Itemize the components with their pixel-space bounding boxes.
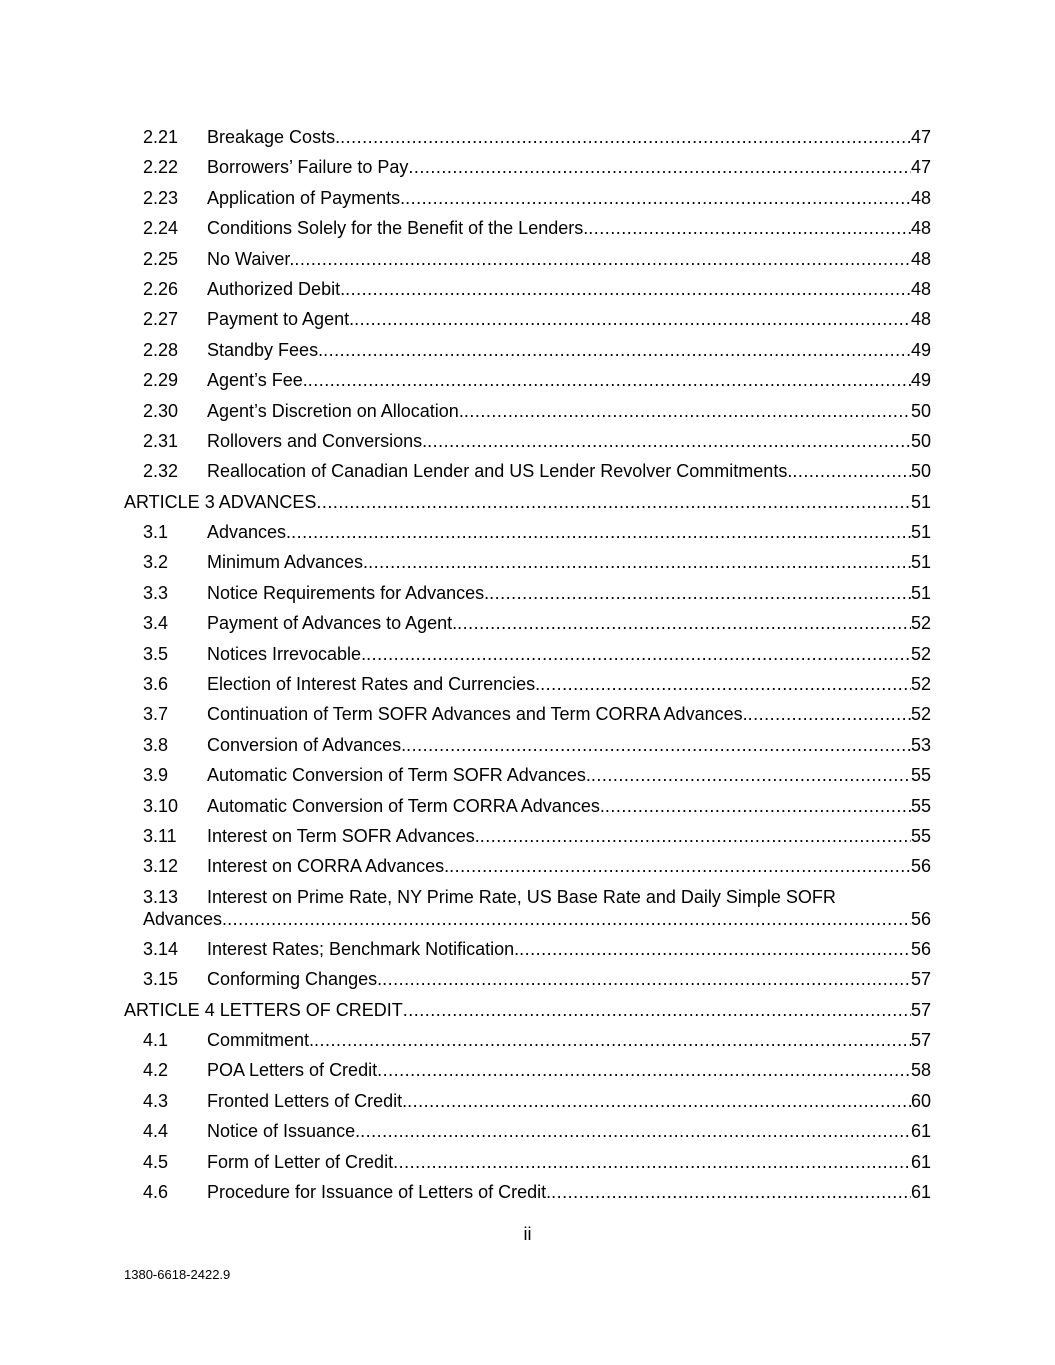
toc-page-number: 51: [910, 522, 931, 543]
toc-section-title: Conversion of Advances.: [207, 734, 407, 755]
dot-leader: [480, 823, 911, 849]
toc-section-entry[interactable]: [124, 304, 931, 334]
toc-section-entry[interactable]: [124, 964, 931, 994]
toc-section-title: Payment of Advances to Agent.: [207, 613, 458, 634]
toc-page-number: 48: [910, 278, 931, 299]
dot-leader: [403, 997, 911, 1023]
toc-section-entry[interactable]: [124, 426, 931, 456]
toc-section-number: 2.24: [143, 218, 179, 239]
toc-section-entry[interactable]: [124, 669, 931, 699]
toc-page-number: 56: [910, 908, 931, 929]
toc-section-title: Continuation of Term SOFR Advances and Term CORRA Advances.: [207, 704, 748, 725]
toc-section-number: 4.3: [143, 1090, 169, 1111]
dot-leader: [308, 367, 911, 393]
toc-section-title: Interest on CORRA Advances.: [207, 856, 450, 877]
toc-section-number: 4.2: [143, 1060, 169, 1081]
dot-leader: [748, 701, 911, 727]
dot-leader: [323, 337, 911, 363]
toc-section-title: Interest on Prime Rate, NY Prime Rate, US Base Rate and Daily Simple SOFR: [207, 886, 836, 907]
toc-page-number: 52: [910, 643, 931, 664]
toc-page-number: 56: [910, 938, 931, 959]
toc-section-number: 3.14: [143, 938, 179, 959]
toc-section-number: 3.12: [143, 856, 179, 877]
toc-section-title: Payment to Agent.: [207, 309, 355, 330]
toc-section-entry[interactable]: [124, 730, 931, 760]
toc-section-entry[interactable]: [124, 1025, 931, 1055]
toc-section-entry[interactable]: [124, 152, 931, 182]
toc-section-title: Conforming Changes.: [207, 969, 383, 990]
toc-section-title: Commitment.: [207, 1029, 315, 1050]
toc-section-number: 3.2: [143, 552, 169, 573]
dot-leader: [345, 276, 911, 302]
toc-page-number: 53: [910, 734, 931, 755]
toc-page-number: 60: [910, 1090, 931, 1111]
toc-section-title: Notices Irrevocable.: [207, 643, 367, 664]
toc-page-number: 52: [910, 613, 931, 634]
toc-section-number: 4.4: [143, 1121, 169, 1142]
dot-leader: [405, 185, 911, 211]
toc-section-number: 4.5: [143, 1151, 169, 1172]
toc-section-title: Election of Interest Rates and Currencies.: [207, 674, 541, 695]
toc-section-entry[interactable]: [124, 456, 931, 486]
page-number: ii: [523, 1224, 532, 1244]
toc-section-title: Rollovers and Conversions.: [207, 430, 428, 451]
table-of-contents: [124, 122, 931, 1207]
dot-leader: [519, 936, 911, 962]
toc-section-title: Agent’s Fee.: [207, 370, 308, 391]
toc-section-entry[interactable]: [124, 335, 931, 365]
toc-page-number: 51: [910, 491, 931, 512]
toc-section-title: Notice of Issuance.: [207, 1121, 361, 1142]
toc-article-title: ARTICLE 4 LETTERS OF CREDIT: [124, 999, 403, 1020]
toc-section-number: 2.28: [143, 339, 179, 360]
toc-section-number: 3.6: [143, 674, 169, 695]
toc-section-entry[interactable]: [124, 1055, 931, 1085]
toc-section-number: 4.1: [143, 1029, 169, 1050]
toc-section-entry[interactable]: [124, 791, 931, 821]
toc-page-number: 51: [910, 552, 931, 573]
toc-section-title: Conditions Solely for the Benefit of the Lenders.: [207, 218, 589, 239]
dot-leader: [427, 428, 911, 454]
toc-section-number: 3.5: [143, 643, 169, 664]
toc-page-number: 57: [910, 969, 931, 990]
toc-section-title: Advances.: [207, 522, 292, 543]
toc-page-number: 56: [910, 856, 931, 877]
dot-leader: [406, 732, 911, 758]
dot-leader: [449, 853, 911, 879]
toc-section-entry[interactable]: [124, 639, 931, 669]
dot-leader: [354, 306, 911, 332]
document-id: 1380-6618-2422.9: [124, 1267, 231, 1282]
toc-section-entry[interactable]: [124, 517, 931, 547]
toc-section-number: 2.21: [143, 127, 179, 147]
toc-section-entry[interactable]: [124, 699, 931, 729]
toc-section-entry[interactable]: [124, 183, 931, 213]
toc-section-entry[interactable]: [124, 396, 931, 426]
dot-leader: [360, 1118, 911, 1144]
toc-page-number: 48: [910, 187, 931, 208]
toc-page-number: 48: [910, 309, 931, 330]
toc-section-entry[interactable]: [124, 365, 931, 395]
toc-section-entry[interactable]: [124, 244, 931, 274]
toc-section-title: POA Letters of Credit: [207, 1060, 378, 1081]
toc-section-number: 3.4: [143, 613, 169, 634]
toc-page-number: 52: [910, 704, 931, 725]
toc-page-number: 55: [910, 795, 931, 816]
toc-section-entry[interactable]: [124, 1086, 931, 1116]
toc-section-number: 3.8: [143, 734, 169, 755]
dot-leader: [382, 966, 911, 992]
toc-section-number: 2.29: [143, 370, 179, 391]
dot-leader: [588, 215, 911, 241]
dot-leader: [540, 671, 911, 697]
toc-section-number: 3.9: [143, 765, 169, 786]
toc-section-number: 2.23: [143, 187, 179, 208]
toc-section-title: Application of Payments.: [207, 187, 406, 208]
toc-section-title: Automatic Conversion of Term SOFR Advances.: [207, 765, 591, 786]
toc-page-number: 47: [910, 157, 931, 178]
toc-section-title: No Waiver.: [207, 248, 295, 269]
toc-page-number: 48: [910, 218, 931, 239]
toc-article-entry[interactable]: [124, 487, 931, 517]
toc-section-number: 3.15: [143, 969, 179, 990]
dot-leader: [792, 458, 911, 484]
dot-leader: [457, 610, 911, 636]
dot-leader: [291, 519, 911, 545]
dot-leader: [340, 124, 911, 150]
toc-section-title: Borrowers’ Failure to Pay: [207, 157, 409, 178]
toc-section-title: Standby Fees.: [207, 339, 324, 360]
toc-section-entry[interactable]: [124, 547, 931, 577]
toc-section-entry[interactable]: [124, 934, 931, 964]
toc-section-number: 2.26: [143, 278, 179, 299]
dot-leader: [489, 580, 911, 606]
toc-page-number: 49: [910, 370, 931, 391]
dot-leader: [407, 1088, 911, 1114]
toc-section-number: 3.13: [143, 886, 179, 907]
toc-section-title: Reallocation of Canadian Lender and US Lender Revolver Commitments.: [207, 461, 793, 482]
toc-section-number: 2.22: [143, 157, 179, 178]
toc-page-number: 49: [910, 339, 931, 360]
toc-section-entry[interactable]: [124, 882, 931, 934]
dot-leader: [366, 641, 911, 667]
toc-section-title: Procedure for Issuance of Letters of Credit.: [207, 1181, 552, 1202]
toc-section-entry[interactable]: [124, 1177, 931, 1207]
toc-page-number: 57: [910, 1029, 931, 1050]
toc-section-entry[interactable]: [124, 578, 931, 608]
toc-section-number: 3.10: [143, 795, 179, 816]
dot-leader: [316, 489, 911, 515]
toc-article-title: ARTICLE 3 ADVANCES: [124, 491, 317, 512]
dot-leader: [294, 246, 911, 272]
toc-page-number: 50: [910, 430, 931, 451]
toc-section-entry[interactable]: [124, 608, 931, 638]
toc-section-entry[interactable]: [124, 1147, 931, 1177]
toc-page-number: 52: [910, 674, 931, 695]
toc-page-number: 61: [910, 1121, 931, 1142]
toc-article-entry[interactable]: [124, 995, 931, 1025]
toc-page-number: 55: [910, 765, 931, 786]
dot-leader: [591, 762, 911, 788]
toc-section-entry[interactable]: [124, 1116, 931, 1146]
toc-section-title: Interest Rates; Benchmark Notification.: [207, 938, 520, 959]
toc-section-number: 2.30: [143, 400, 179, 421]
toc-section-entry[interactable]: [124, 760, 931, 790]
toc-section-entry[interactable]: [124, 274, 931, 304]
toc-section-entry[interactable]: [124, 821, 931, 851]
toc-section-title-continued: Advances.: [143, 908, 228, 929]
toc-section-number: 3.7: [143, 704, 169, 725]
toc-section-title: Automatic Conversion of Term CORRA Advances.: [207, 795, 605, 816]
dot-leader: [377, 1057, 911, 1083]
toc-section-number: 3.11: [143, 825, 177, 846]
dot-leader: [368, 549, 911, 575]
toc-section-title: Agent’s Discretion on Allocation.: [207, 400, 464, 421]
dot-leader: [314, 1027, 911, 1053]
toc-section-number: 3.3: [143, 582, 169, 603]
toc-section-title: Notice Requirements for Advances.: [207, 582, 490, 603]
toc-page-number: 61: [910, 1151, 931, 1172]
toc-section-title: Breakage Costs.: [207, 127, 341, 147]
toc-page-number: 55: [910, 825, 931, 846]
toc-page-number: 51: [910, 582, 931, 603]
dot-leader: [551, 1179, 911, 1205]
toc-page-number: 50: [910, 400, 931, 421]
toc-page-number: 57: [910, 999, 931, 1020]
toc-section-number: 4.6: [143, 1181, 169, 1202]
toc-section-number: 2.31: [143, 430, 179, 451]
toc-page-number: 50: [910, 461, 931, 482]
toc-section-title: Minimum Advances.: [207, 552, 369, 573]
toc-section-title: Form of Letter of Credit: [207, 1151, 394, 1172]
toc-section-number: 3.1: [143, 522, 169, 543]
toc-page-number: 48: [910, 248, 931, 269]
toc-section-title: Authorized Debit.: [207, 278, 346, 299]
toc-section-number: 2.32: [143, 461, 179, 482]
dot-leader: [605, 793, 911, 819]
toc-section-title: Interest on Term SOFR Advances.: [207, 825, 480, 846]
toc-section-entry[interactable]: [124, 122, 931, 152]
dot-leader: [227, 906, 911, 932]
toc-page-number: 47: [910, 127, 931, 147]
dot-leader: [464, 398, 911, 424]
dot-leader: [408, 154, 911, 180]
dot-leader: [393, 1149, 911, 1175]
toc-section-title: Fronted Letters of Credit.: [207, 1090, 408, 1111]
toc-page-number: 58: [910, 1060, 931, 1081]
toc-section-number: 2.25: [143, 248, 179, 269]
toc-section-entry[interactable]: [124, 851, 931, 881]
toc-page-number: 61: [910, 1181, 931, 1202]
toc-section-entry[interactable]: [124, 213, 931, 243]
toc-section-number: 2.27: [143, 309, 179, 330]
